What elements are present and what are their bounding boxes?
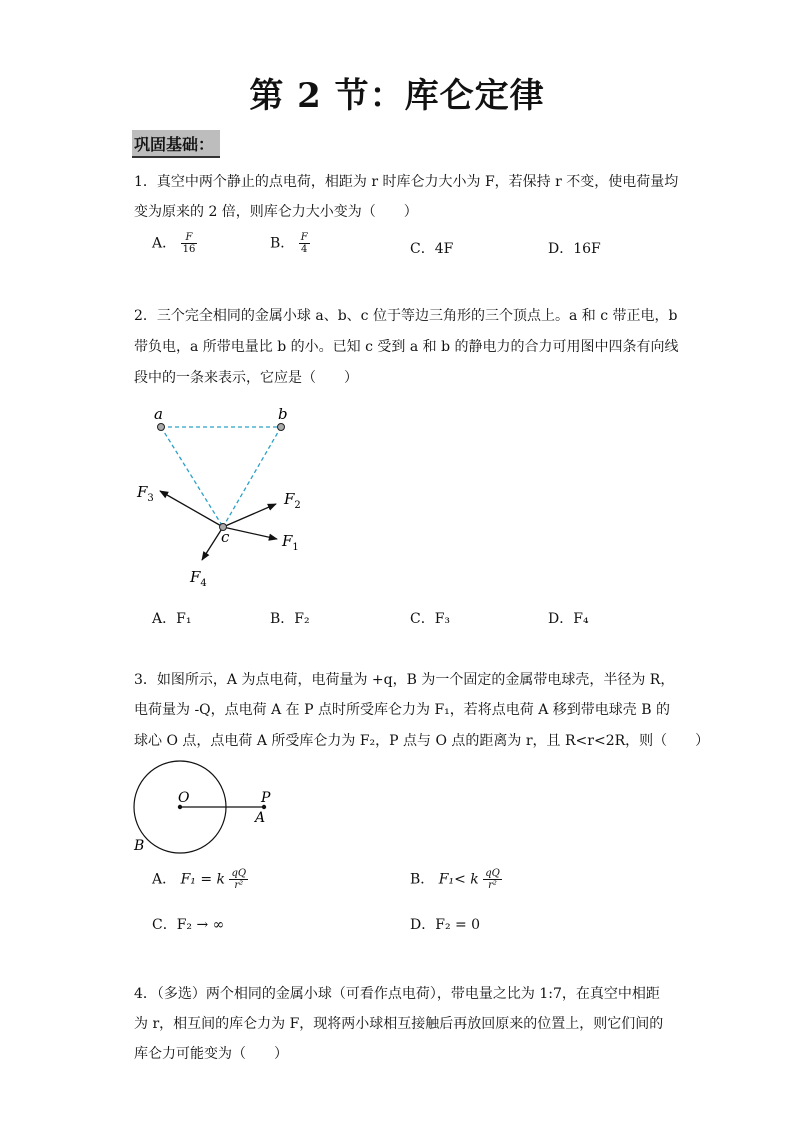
q1-option-a-fraction — [181, 232, 198, 255]
q4-line1: 4．（多选）两个相同的金属小球（可看作点电荷），带电量之比为 1:7，在真空中相距 — [134, 986, 660, 1002]
q2-line1: 2．三个完全相同的金属小球 a、b、c 位于等边三角形的三个顶点上。a 和 c 带正电，b — [134, 308, 678, 324]
q3-option-a-fraction — [229, 868, 248, 891]
q3-option-d[interactable]: D．F₂ = 0 — [410, 917, 481, 933]
q3-b-denominator: r² — [488, 880, 497, 891]
q1-line2: 变为原来的 2 倍，则库仑力大小变为（ ） — [134, 204, 418, 220]
force-arrow-f3 — [160, 491, 223, 527]
q3-option-b-label: B． — [410, 871, 435, 888]
label-f1: $F_1$ — [282, 532, 299, 553]
q3-option-b-fraction — [483, 868, 502, 891]
ball-a — [158, 424, 165, 431]
q1-a-numerator: F — [181, 232, 198, 244]
label-f4: $F_4$ — [190, 568, 207, 589]
q2-option-d[interactable]: D．F₄ — [548, 611, 589, 627]
q3-option-b-lhs: F₁< k — [438, 871, 479, 888]
label-f2: $F_2$ — [284, 490, 301, 511]
ball-b — [278, 424, 285, 431]
q1-b-denominator: 4 — [301, 244, 308, 255]
q2-line3: 段中的一条来表示，它应是（ ） — [134, 370, 358, 386]
edge-bc — [223, 427, 281, 527]
label-a: A — [255, 810, 266, 826]
q3-line3: 球心 O 点，点电荷 A 所受库仑力为 F₂，P 点与 O 点的距离为 r，且 R<r<2R，则（ ） — [134, 733, 710, 749]
page-title: 第 2 节：库仑定律 — [249, 76, 545, 116]
force-arrow-f1 — [223, 527, 277, 539]
triangle-force-diagram — [126, 400, 326, 595]
label-f3: $F_3$ — [137, 483, 154, 504]
q2-option-b[interactable]: B．F₂ — [270, 611, 310, 627]
label-p: P — [261, 790, 271, 806]
sphere-shell-diagram — [126, 760, 286, 860]
q1-option-d[interactable]: D．16F — [548, 241, 601, 257]
q2-option-a[interactable]: A．F₁ — [152, 611, 192, 627]
q1-line1: 1．真空中两个静止的点电荷，相距为 r 时库仑力大小为 F，若保持 r 不变，使电荷量均 — [134, 174, 679, 190]
label-a: a — [154, 405, 163, 423]
label-o: O — [178, 790, 190, 806]
label-b: b — [278, 405, 288, 423]
q2-line2: 带负电，a 所带电量比 b 的小。已知 c 受到 a 和 b 的静电力的合力可用图中四条有向线 — [134, 339, 679, 355]
force-arrow-f2 — [223, 504, 276, 527]
q1-option-a[interactable] — [152, 232, 197, 255]
q3-option-a-label: A． — [152, 871, 177, 888]
q3-option-a[interactable] — [152, 868, 248, 891]
q1-option-b-fraction — [299, 232, 310, 255]
edge-ac — [161, 427, 223, 527]
q4-line3: 库仑力可能变为（ ） — [134, 1046, 288, 1062]
q3-option-c[interactable]: C．F₂ → ∞ — [152, 917, 225, 933]
q1-option-c[interactable]: C．4F — [410, 241, 454, 257]
q1-option-a-label: A． — [152, 235, 177, 252]
q3-line2: 电荷量为 -Q，点电荷 A 在 P 点时所受库仑力为 F₁，若将点电荷 A 移到带电球壳 B 的 — [134, 702, 670, 718]
force-arrow-f4 — [202, 527, 223, 560]
q3-option-b[interactable] — [410, 868, 502, 891]
q3-line1: 3．如图所示，A 为点电荷，电荷量为 +q，B 为一个固定的金属带电球壳，半径为 R， — [134, 672, 675, 688]
q1-option-b-label: B． — [270, 235, 295, 252]
q2-option-c[interactable]: C．F₃ — [410, 611, 451, 627]
q1-b-numerator: F — [300, 232, 308, 243]
q3-a-numerator: qQ — [231, 868, 247, 879]
q3-option-a-lhs: F₁ = k — [180, 871, 226, 888]
q3-b-numerator: qQ — [485, 868, 500, 879]
q4-line2: 为 r，相互间的库仑力为 F，现将两小球相互接触后再放回原来的位置上，则它们间的 — [134, 1016, 664, 1032]
q3-a-denominator: r² — [234, 880, 244, 891]
label-b: B — [134, 838, 145, 854]
label-c: c — [221, 528, 230, 546]
q1-a-denominator: 16 — [182, 244, 196, 255]
q1-option-b[interactable] — [270, 232, 310, 255]
section-heading: 巩固基础： — [132, 130, 220, 158]
